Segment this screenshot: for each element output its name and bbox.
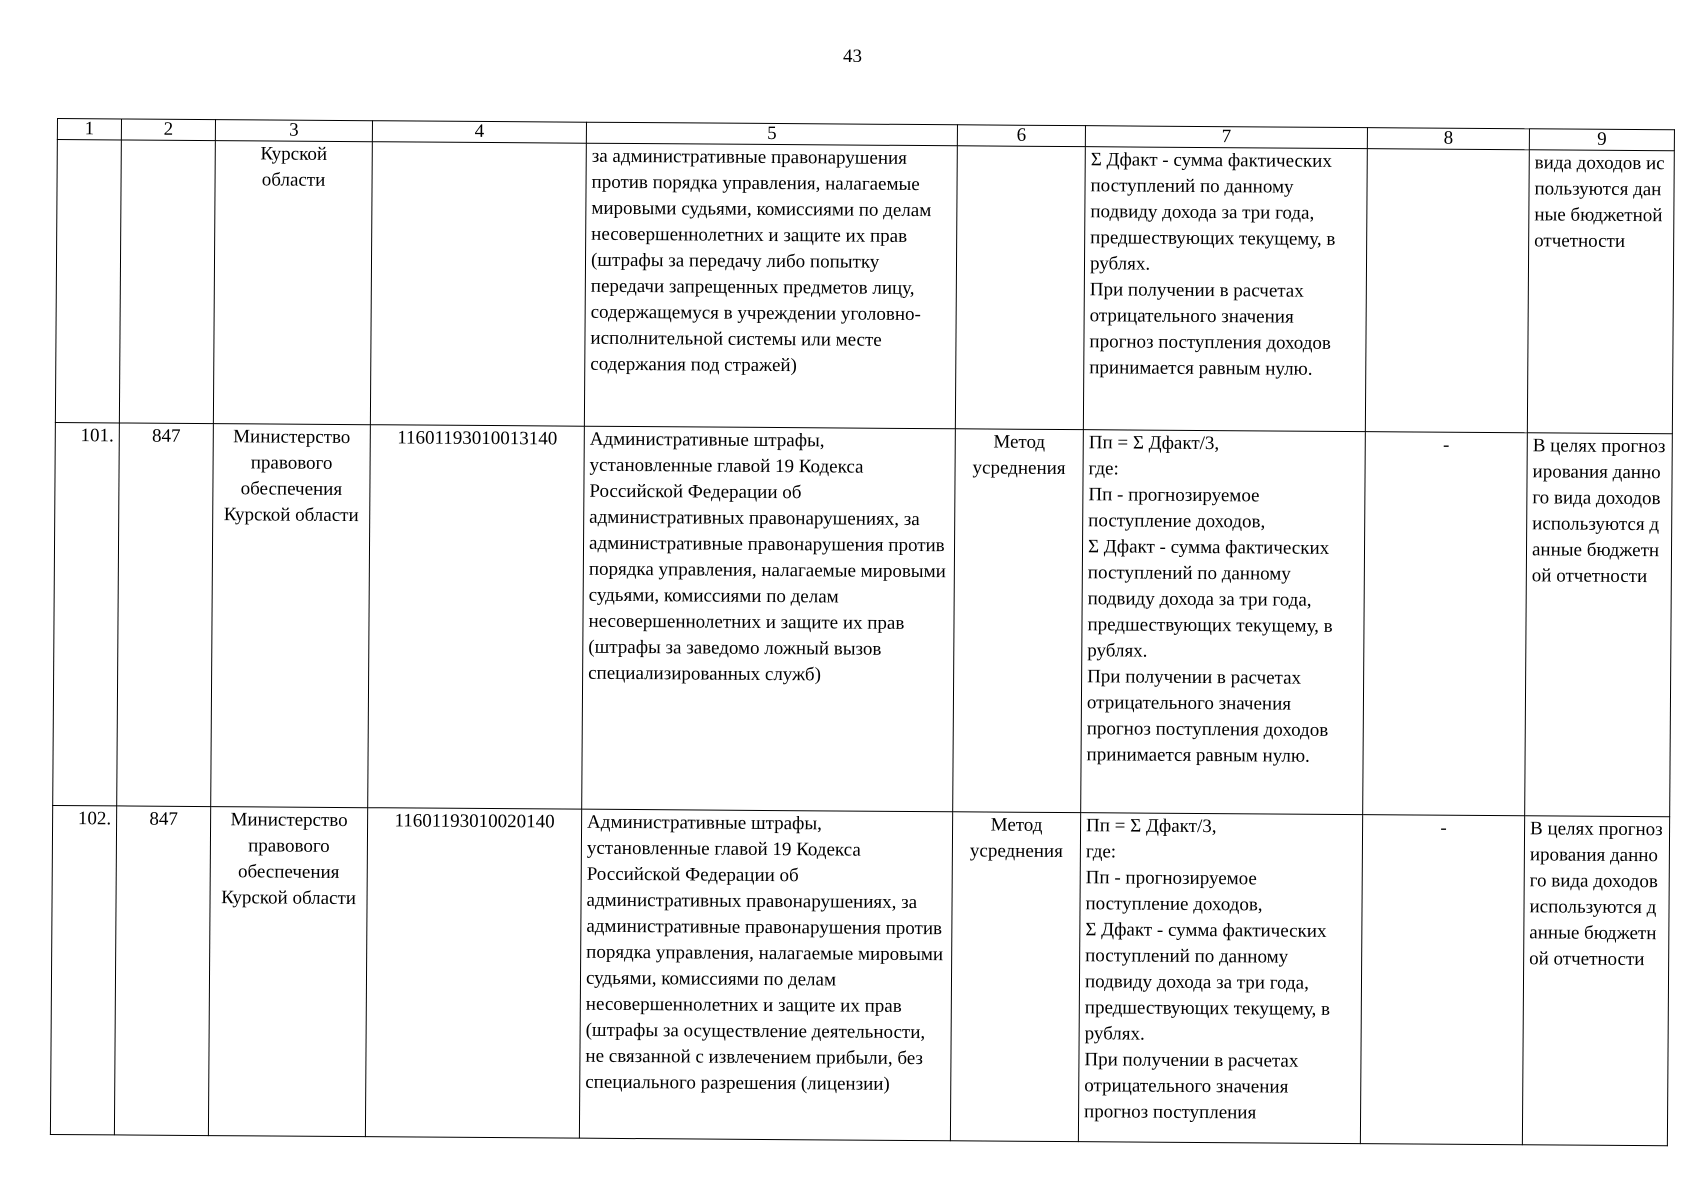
col-header-7: 7 (1085, 126, 1367, 149)
revenue-description-text: Административные штрафы, установленные главой 19 Кодекса Российской Федерации об административных правонарушениях, за административные правонарушения против порядка управления, налагаемые мировыми судьями, комиссиями по делам несовершеннолетних и защите их прав (штрафы за осуществление деятельности, не связанной с извлечением прибыли, без специального разрешения (лицензии) (585, 811, 944, 1095)
revenue-description-cell: Административные штрафы, установленные главой 19 Кодекса Российской Федерации об административных правонарушениях, за административные правонарушения против порядка управления, налагаемые мировыми судьями, комиссиями по делам несовершеннолетних и защите их прав (штрафы за заведомо ложный вызов специализированных служб) (582, 426, 956, 812)
admin-code-cell: 847 (117, 423, 214, 807)
revenue-forecast-table (50, 118, 1675, 1146)
col-header-8: 8 (1367, 128, 1529, 150)
column-8-cell: - (1360, 815, 1524, 1145)
kbk-code-cell (370, 142, 586, 426)
kbk-code-cell: 11601193010020140 (365, 808, 581, 1138)
col-header-2: 2 (121, 119, 215, 141)
formula-cell (1081, 430, 1366, 815)
method-cell: Метод усреднения (953, 429, 1084, 813)
formula-cell (1078, 813, 1362, 1144)
row-number-cell: 102. (50, 805, 116, 1134)
table-row (53, 422, 1673, 816)
formula-cell (1083, 147, 1367, 432)
col-header-6: 6 (957, 125, 1085, 147)
source-note-cell: В целях прогнозирования данного вида доходов используются данные бюджетной отчетности (1525, 433, 1673, 817)
col-header-3: 3 (215, 120, 372, 142)
table-row (50, 805, 1669, 1145)
col-header-9: 9 (1529, 129, 1674, 151)
col-header-4: 4 (372, 121, 586, 143)
formula-text: Пп = Σ Дфакт/3, где: Пп - прогнозируемое поступление доходов, Σ Дфакт - сумма фактических поступлений по данному подвиду дохода за три года, предшествующих текущему, в рублях. При получении в расчетах отрицательного значения прогноз поступления (1084, 815, 1331, 1124)
administrator-cell (213, 141, 372, 425)
admin-code-cell: 847 (114, 806, 210, 1136)
source-note-cell: вида доходов используются данные бюджетной отчетности (1527, 150, 1674, 434)
column-8-cell (1365, 149, 1529, 433)
table-row (55, 140, 1674, 434)
formula-text: Σ Дфакт - сумма фактических поступлений по данному подвиду дохода за три года, предшествующих текущему, в рублях. При получении в расчетах отрицательного значения прогноз поступления доходов принимается равным нулю. (1089, 149, 1336, 380)
method-cell: Метод усреднения (950, 812, 1080, 1142)
row-number-cell: 101. (53, 422, 120, 805)
admin-code-cell (119, 140, 215, 424)
source-note-cell: В целях прогнозирования данного вида доходов используются данные бюджетной отчетности (1522, 816, 1669, 1146)
column-8-cell: - (1363, 432, 1528, 816)
revenue-description-cell: за административные правонарушения против порядка управления, налагаемые мировыми судьями, комиссиями по делам несовершеннолетних и защите их прав (штрафы за передачу либо попытку передачи запрещенных предметов лицу, содержащемуся в учреждении уголовно-исполнительной системы или месте содержания под стражей) (584, 143, 957, 429)
administrator-cell: Министерство правового обеспечения Курской области (208, 807, 367, 1137)
administrator-text: Курской области (260, 143, 328, 191)
method-cell (955, 146, 1085, 430)
revenue-description-cell (579, 809, 952, 1141)
kbk-code-cell: 11601193010013140 (368, 425, 585, 809)
col-header-1: 1 (57, 119, 121, 140)
row-number-cell (55, 140, 121, 423)
administrator-cell: Министерство правового обеспечения Курской области (211, 424, 371, 808)
col-header-5: 5 (586, 122, 957, 146)
page-number: 43 (843, 46, 862, 67)
formula-text: Пп = Σ Дфакт/3, где: Пп - прогнозируемое поступление доходов, Σ Дфакт - сумма фактических поступлений по данному подвиду дохода за три года, предшествующих текущему, в рублях. При получении в расчетах отрицательного значения прогноз поступления доходов принимается равным нулю. (1086, 432, 1333, 767)
